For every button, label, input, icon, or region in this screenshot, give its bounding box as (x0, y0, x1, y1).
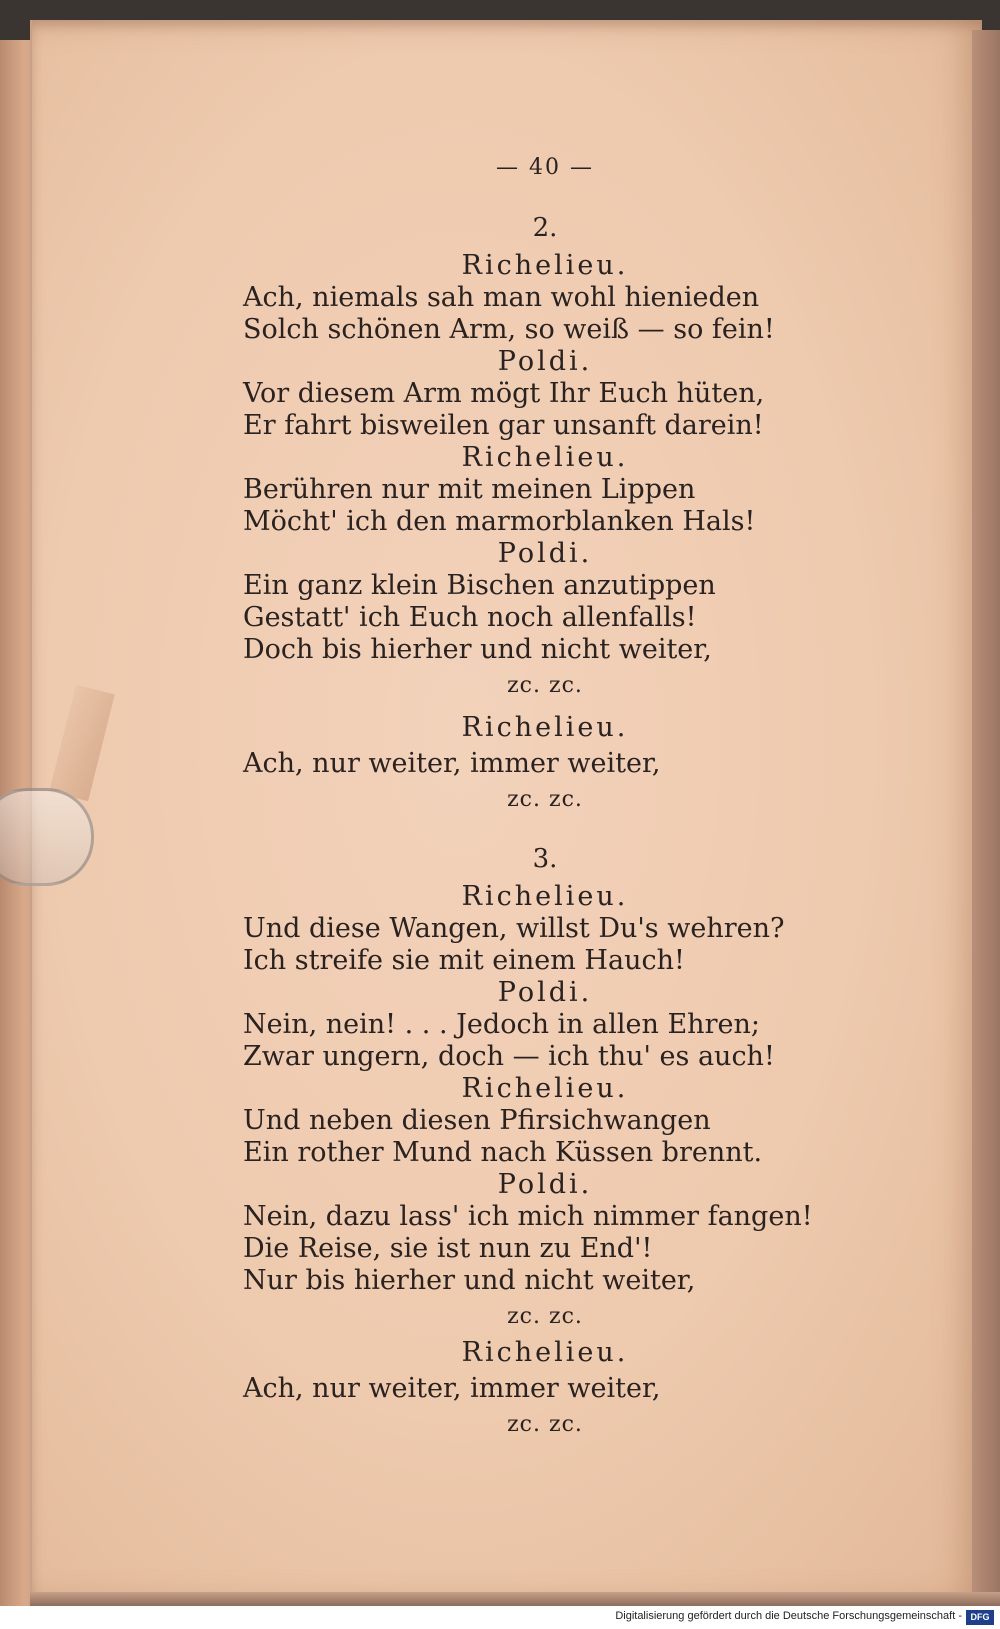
verse-line: Er fahrt bisweilen gar unsanft darein! (243, 410, 764, 441)
verse-line: Gestatt' ich Euch noch allenfalls! (243, 602, 697, 633)
verse-line: Ein rother Mund nach Küssen brennt. (243, 1137, 763, 1168)
et-cetera: zc. zc. (507, 1304, 583, 1329)
verse-line: Möcht' ich den marmorblanken Hals! (243, 506, 756, 537)
verse-line: Zwar ungern, doch — ich thu' es auch! (243, 1041, 775, 1072)
verse-line: Ach, niemals sah man wohl hienieden (243, 282, 760, 313)
et-cetera: zc. zc. (507, 673, 583, 698)
et-cetera: zc. zc. (507, 1412, 583, 1437)
stanza-number: 2. (532, 213, 558, 243)
speaker-name: Richelieu. (461, 712, 629, 743)
speaker-name: Poldi. (497, 977, 593, 1008)
page-number: — 40 — (496, 155, 594, 180)
footer-bar (0, 1608, 1000, 1629)
speaker-name: Richelieu. (461, 881, 629, 912)
verse-line: Berühren nur mit meinen Lippen (243, 474, 696, 505)
speaker-name: Poldi. (497, 346, 593, 377)
speaker-name: Poldi. (497, 1169, 593, 1200)
verse-line: Ach, nur weiter, immer weiter, (243, 1373, 661, 1404)
et-cetera: zc. zc. (507, 787, 583, 812)
verse-line: Die Reise, sie ist nun zu End'! (243, 1233, 653, 1264)
page-bottom-edge (30, 1592, 1000, 1606)
verse-line: Und diese Wangen, willst Du's wehren? (243, 913, 785, 944)
speaker-name: Richelieu. (461, 1337, 629, 1368)
verse-line: Nein, nein! . . . Jedoch in allen Ehren; (243, 1009, 760, 1040)
verse-line: Solch schönen Arm, so weiß — so fein! (243, 314, 775, 345)
funding-notice: Digitalisierung gefördert durch die Deutsche Forschungsgemeinschaft - (615, 1610, 962, 1622)
verse-line: Ein ganz klein Bischen anzutippen (243, 570, 716, 601)
verse-line: Ich streife sie mit einem Hauch! (243, 945, 685, 976)
dfg-logo: DFG (966, 1610, 994, 1625)
speaker-name: Richelieu. (461, 250, 629, 281)
speaker-name: Poldi. (497, 538, 593, 569)
verse-line: Nur bis hierher und nicht weiter, (243, 1265, 696, 1296)
verse-line: Vor diesem Arm mögt Ihr Euch hüten, (243, 378, 765, 409)
verse-line: Doch bis hierher und nicht weiter, (243, 634, 712, 665)
stanza-number: 3. (532, 844, 558, 874)
verse-line: Nein, dazu lass' ich mich nimmer fangen! (243, 1201, 813, 1232)
speaker-name: Richelieu. (461, 1073, 629, 1104)
speaker-name: Richelieu. (461, 442, 629, 473)
verse-line: Und neben diesen Pfirsichwangen (243, 1105, 711, 1136)
verse-line: Ach, nur weiter, immer weiter, (243, 748, 661, 779)
